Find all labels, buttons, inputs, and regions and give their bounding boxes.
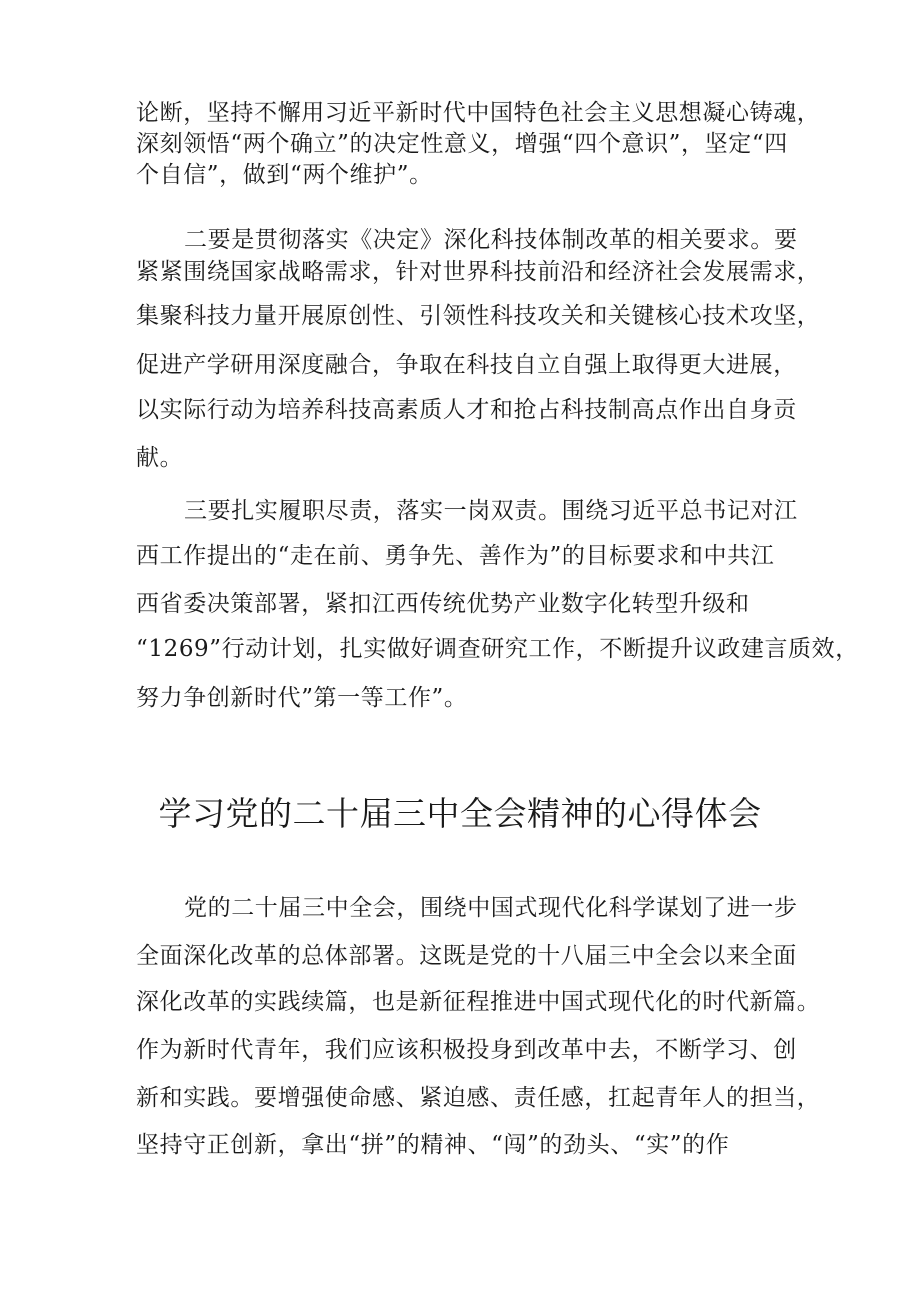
paragraph-line: 三要扎实履职尽责，落实一岗双责。围绕习近平总书记对江 bbox=[184, 498, 798, 524]
paragraph-line: 党的二十届三中全会，围绕中国式现代化科学谋划了进一步 bbox=[184, 895, 798, 921]
paragraph-line: 紧紧围绕国家战略需求，针对世界科技前沿和经济社会发展需求， bbox=[136, 259, 821, 285]
paragraph-line: 个自信”，做到“两个维护”。 bbox=[136, 162, 433, 188]
paragraph-line: 深刻领悟“两个确立”的决定性意义，增强“四个意识”，坚定“四 bbox=[136, 131, 788, 157]
paragraph-line: 坚持守正创新，拿出“拼”的精神、“闯”的劲头、“实”的作 bbox=[136, 1132, 730, 1158]
paragraph-line: 论断，坚持不懈用习近平新时代中国特色社会主义思想凝心铸魂， bbox=[136, 100, 821, 126]
paragraph-line: 西省委决策部署，紧扣江西传统优势产业数字化转型升级和 bbox=[136, 591, 750, 617]
paragraph-line: 西工作提出的“走在前、勇争先、善作为”的目标要求和中共江 bbox=[136, 543, 775, 569]
document-title: 学习党的二十届三中全会精神的心得体会 bbox=[158, 794, 762, 833]
paragraph-line: 以实际行动为培养科技高素质人才和抢占科技制高点作出自身贡 bbox=[136, 397, 797, 423]
paragraph-line: 献。 bbox=[136, 445, 184, 471]
paragraph-line: 促进产学研用深度融合，争取在科技自立自强上取得更大进展， bbox=[136, 352, 797, 378]
paragraph-line: 新和实践。要增强使命感、紧迫感、责任感，扛起青年人的担当， bbox=[136, 1085, 821, 1111]
paragraph-line: 努力争创新时代”第一等工作”。 bbox=[136, 685, 468, 711]
paragraph-line: 深化改革的实践续篇，也是新征程推进中国式现代化的时代新篇。 bbox=[136, 989, 821, 1015]
paragraph-line: “1269”行动计划，扎实做好调查研究工作，不断提升议政建言质效， bbox=[136, 636, 859, 662]
paragraph-line: 二要是贯彻落实《决定》深化科技体制改革的相关要求。要 bbox=[184, 227, 798, 253]
paragraph-line: 集聚科技力量开展原创性、引领性科技攻关和关键核心技术攻坚， bbox=[136, 303, 821, 329]
paragraph-line: 全面深化改革的总体部署。这既是党的十八届三中全会以来全面 bbox=[136, 943, 797, 969]
paragraph-line: 作为新时代青年，我们应该积极投身到改革中去，不断学习、创 bbox=[136, 1037, 797, 1063]
